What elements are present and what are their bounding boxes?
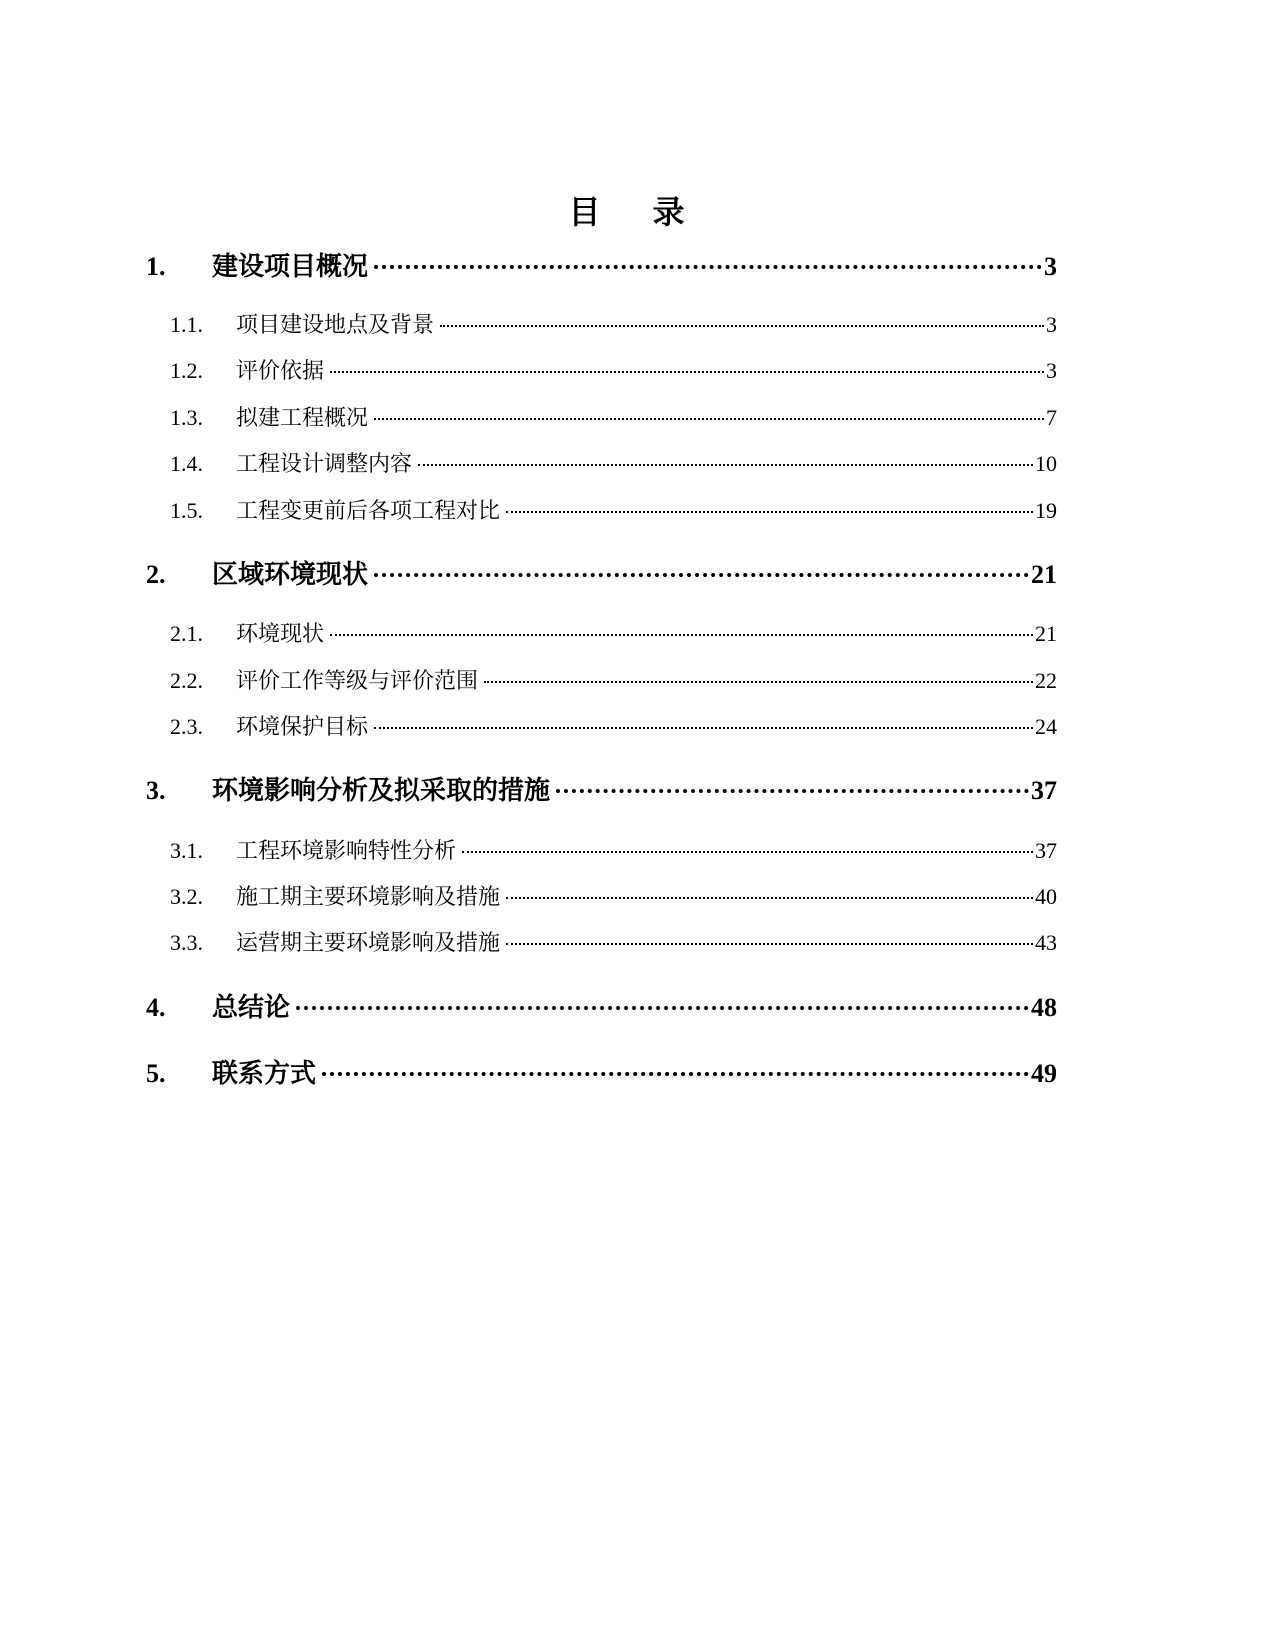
toc-entry-page: 3	[1044, 252, 1057, 281]
toc-dot-leader	[462, 829, 1033, 853]
toc-entry-number: 1.1.	[170, 312, 203, 337]
toc-entry-5[interactable]	[146, 1052, 1057, 1092]
toc-entry-number: 2.1.	[170, 621, 203, 646]
toc-entry-page: 37	[1035, 838, 1057, 863]
toc-entry-3-3[interactable]	[146, 926, 1057, 960]
toc-entry-page: 24	[1035, 714, 1057, 739]
toc-entry-page: 49	[1031, 1059, 1057, 1088]
toc-entry-2-1[interactable]	[146, 617, 1057, 651]
toc-entry-label: 环境保护目标	[236, 714, 369, 739]
toc-entry-label: 评价依据	[236, 358, 325, 383]
toc-entry-number: 1.2.	[170, 358, 203, 383]
toc-entry-page: 37	[1031, 776, 1057, 805]
toc-entry-1-4[interactable]	[146, 447, 1057, 481]
toc-entry-number: 2.2.	[170, 668, 203, 693]
toc-entry-number: 3.1.	[170, 838, 203, 863]
toc-entry-page: 10	[1035, 451, 1057, 476]
toc-entry-label: 建设项目概况	[212, 252, 369, 281]
toc-entry-number: 3.2.	[170, 884, 203, 909]
toc-dot-leader	[296, 980, 1029, 1010]
toc-entry-number: 4.	[146, 993, 166, 1022]
toc-entry-3-1[interactable]	[146, 834, 1057, 868]
toc-entry-number: 3.3.	[170, 930, 203, 955]
toc-entry-3-2[interactable]	[146, 880, 1057, 914]
toc-dot-leader	[506, 875, 1033, 899]
toc-entry-number: 5.	[146, 1059, 166, 1088]
toc-entry-label: 工程设计调整内容	[236, 451, 413, 476]
toc-entry-page: 22	[1035, 668, 1057, 693]
toc-entry-label: 拟建工程概况	[236, 405, 369, 430]
toc-entry-label: 工程环境影响特性分析	[236, 838, 457, 863]
toc-entry-number: 3.	[146, 776, 166, 805]
toc-entry-label: 施工期主要环境影响及措施	[236, 884, 501, 909]
toc-dot-leader	[484, 659, 1033, 683]
toc-dot-leader	[322, 1046, 1029, 1076]
toc-dot-leader	[556, 763, 1029, 793]
toc-entry-1-5[interactable]	[146, 494, 1057, 528]
toc-entry-label: 区域环境现状	[212, 560, 369, 589]
toc-entry-2-2[interactable]	[146, 664, 1057, 698]
toc-entry-number: 1.5.	[170, 498, 203, 523]
toc-entry-page: 3	[1046, 312, 1057, 337]
toc-entry-page: 7	[1046, 405, 1057, 430]
toc-entry-4[interactable]	[146, 986, 1057, 1026]
toc-entry-number: 1.3.	[170, 405, 203, 430]
toc-dot-leader	[374, 547, 1029, 577]
toc-dot-leader	[506, 921, 1033, 945]
toc-dot-leader	[374, 239, 1042, 269]
toc-entry-label: 总结论	[212, 993, 291, 1022]
toc-entry-1-2[interactable]	[146, 354, 1057, 388]
toc-entry-page: 3	[1046, 358, 1057, 383]
toc-entry-2-3[interactable]	[146, 710, 1057, 744]
toc-entry-1[interactable]	[146, 245, 1057, 285]
toc-dot-leader	[418, 442, 1033, 466]
toc-dot-leader	[506, 489, 1033, 513]
page-title: 目 录	[568, 194, 707, 230]
toc-dot-leader	[374, 705, 1033, 729]
toc-entry-page: 40	[1035, 884, 1057, 909]
toc-entry-3[interactable]	[146, 769, 1057, 809]
toc-entry-number: 2.	[146, 560, 166, 589]
toc-dot-leader	[330, 612, 1033, 636]
toc-entry-label: 评价工作等级与评价范围	[236, 668, 479, 693]
toc-entry-2[interactable]	[146, 553, 1057, 593]
toc-entry-label: 环境现状	[236, 621, 325, 646]
toc-entry-1-1[interactable]	[146, 308, 1057, 342]
toc-entry-label: 工程变更前后各项工程对比	[236, 498, 501, 523]
toc-entry-number: 1.4.	[170, 451, 203, 476]
toc-dot-leader	[374, 396, 1044, 420]
toc-dot-leader	[330, 349, 1044, 373]
toc-entry-label: 环境影响分析及拟采取的措施	[212, 776, 551, 805]
toc-entry-number: 1.	[146, 252, 166, 281]
toc-entry-label: 项目建设地点及背景	[236, 312, 435, 337]
toc-entry-page: 19	[1035, 498, 1057, 523]
toc-entry-1-3[interactable]	[146, 401, 1057, 435]
toc-dot-leader	[440, 303, 1044, 327]
toc-entry-page: 21	[1031, 560, 1057, 589]
toc-entry-number: 2.3.	[170, 714, 203, 739]
toc-entry-page: 48	[1031, 993, 1057, 1022]
toc-entry-label: 联系方式	[212, 1059, 317, 1088]
toc-entry-page: 43	[1035, 930, 1057, 955]
toc-entry-label: 运营期主要环境影响及措施	[236, 930, 501, 955]
toc-entry-page: 21	[1035, 621, 1057, 646]
